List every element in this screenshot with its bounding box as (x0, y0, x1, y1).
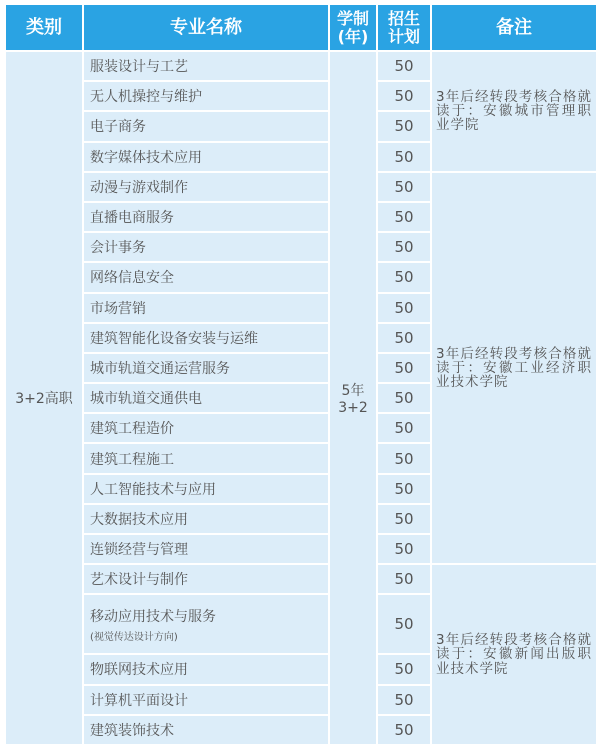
major-name: 连锁经营与管理 (84, 535, 328, 563)
plan-value: 50 (378, 324, 430, 352)
major-subtitle: (视觉传达设计方向) (90, 631, 178, 643)
major-name: 艺术设计与制作 (84, 565, 328, 593)
plan-value: 50 (378, 595, 430, 653)
major-name: 建筑工程施工 (84, 444, 328, 472)
major-name: 电子商务 (84, 112, 328, 140)
header-plan-line2: 计划 (387, 26, 420, 46)
major-name: 建筑智能化设备安装与运维 (84, 324, 328, 352)
duration-line2: 3+2 (338, 399, 368, 416)
header-category: 类别 (6, 5, 82, 50)
plan-value: 50 (378, 444, 430, 472)
plan-value: 50 (378, 203, 430, 231)
plan-value: 50 (378, 143, 430, 171)
table-row (6, 52, 596, 80)
category-cell: 3+2高职 (6, 52, 82, 744)
plan-value: 50 (378, 82, 430, 110)
plan-value: 50 (378, 263, 430, 291)
plan-value: 50 (378, 535, 430, 563)
plan-value: 50 (378, 173, 430, 201)
major-name: 市场营销 (84, 294, 328, 322)
plan-value: 50 (378, 475, 430, 503)
duration-cell (330, 52, 376, 744)
major-name: 计算机平面设计 (84, 686, 328, 714)
major-name: 数字媒体技术应用 (84, 143, 328, 171)
header-plan (378, 5, 430, 50)
major-name: 大数据技术应用 (84, 505, 328, 533)
major-name: 城市轨道交通供电 (84, 384, 328, 412)
plan-value: 50 (378, 233, 430, 261)
plan-value: 50 (378, 505, 430, 533)
header-plan-line1: 招生 (387, 8, 420, 28)
major-name: 动漫与游戏制作 (84, 173, 328, 201)
duration-line1: 5年 (341, 382, 365, 399)
major-name: 物联网技术应用 (84, 655, 328, 683)
header-remarks: 备注 (432, 5, 596, 50)
plan-value: 50 (378, 384, 430, 412)
table-row (6, 565, 596, 593)
header-duration-line1: 学制 (336, 8, 369, 28)
major-name: 无人机操控与维护 (84, 82, 328, 110)
plan-value: 50 (378, 414, 430, 442)
plan-value: 50 (378, 655, 430, 683)
plan-value: 50 (378, 52, 430, 80)
plan-value: 50 (378, 294, 430, 322)
enrollment-table (4, 3, 598, 746)
table-row (6, 173, 596, 201)
header-row (6, 5, 596, 50)
major-name: 建筑装饰技术 (84, 716, 328, 744)
major-name: 服装设计与工艺 (84, 52, 328, 80)
plan-value: 50 (378, 565, 430, 593)
major-name: 城市轨道交通运营服务 (84, 354, 328, 382)
header-major: 专业名称 (84, 5, 328, 50)
plan-value: 50 (378, 354, 430, 382)
major-name: 直播电商服务 (84, 203, 328, 231)
plan-value: 50 (378, 716, 430, 744)
major-name: 会计事务 (84, 233, 328, 261)
major-name-cell (84, 595, 328, 653)
remark-cell: 3年后经转段考核合格就读于：安徽新闻出版职业技术学院 (432, 565, 596, 744)
remark-cell: 3年后经转段考核合格就读于：安徽工业经济职业技术学院 (432, 173, 596, 563)
remark-cell: 3年后经转段考核合格就读于：安徽城市管理职业学院 (432, 52, 596, 171)
header-duration-line2: (年) (337, 26, 369, 46)
header-duration (330, 5, 376, 50)
major-name: 人工智能技术与应用 (84, 475, 328, 503)
major-name: 网络信息安全 (84, 263, 328, 291)
major-name: 建筑工程造价 (84, 414, 328, 442)
plan-value: 50 (378, 112, 430, 140)
plan-value: 50 (378, 686, 430, 714)
major-name: 移动应用技术与服务 (90, 608, 216, 625)
